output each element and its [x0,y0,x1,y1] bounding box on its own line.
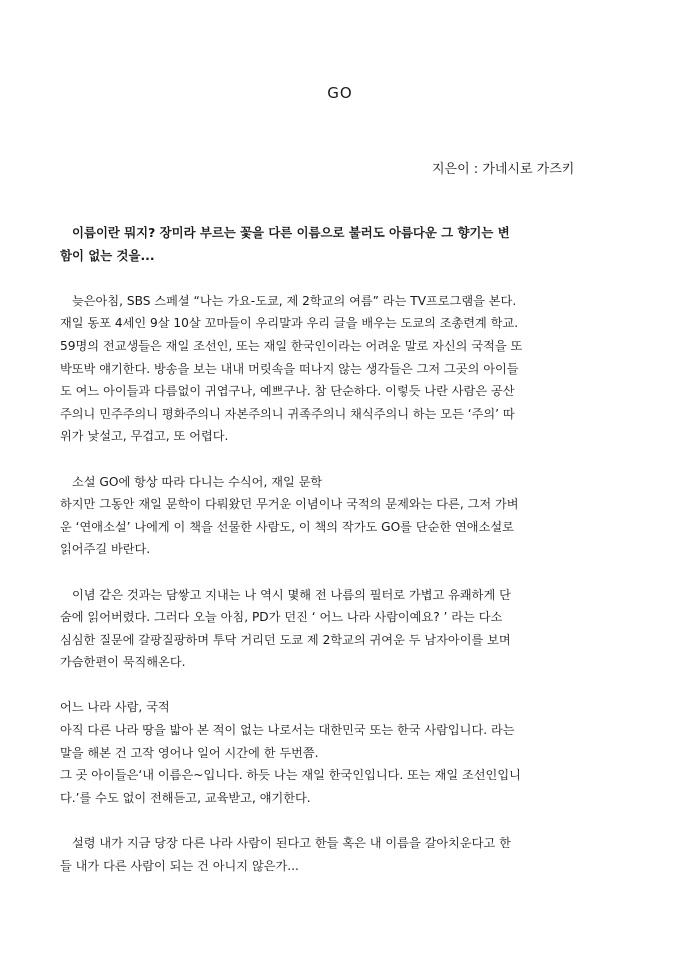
text-line: 늦은아침, SBS 스페셜 “나는 가요-도쿄, 제 2학교의 여름” 라는 TV프로그램을 본다. [72,293,517,308]
text-line: 함이 없는 것을... [60,247,155,263]
text-line: 주의니 민주주의니 평화주의니 자본주의니 귀족주의니 채식주의니 하는 모든 ‘주의’ 따 [60,406,515,421]
text-line: 위가 낯설고, 무겁고, 또 어렵다. [60,429,229,444]
text-line: 숨에 읽어버렸다. 그러다 오늘 아침, PD가 던진 ‘ 어느 나라 사람이예요? ’ 라는 다소 [60,610,503,625]
text-line: 심심한 질문에 갈팡질팡하며 투닥 거리던 도쿄 제 2학교의 귀여운 두 남자아이를 보며 [60,632,511,647]
epigraph-paragraph [60,222,622,267]
body-paragraph [60,584,622,674]
text-line: 59명의 전교생들은 재일 조선인, 또는 재일 한국인이라는 어려운 말로 자신의 국적을 또 [60,338,523,353]
text-line: 읽어주길 바란다. [60,542,151,557]
text-line: 어느 나라 사람, 국적 [60,700,170,715]
body-paragraph [60,832,622,877]
text-line: 박또박 얘기한다. 방송을 보는 내내 머릿속을 떠나지 않는 생각들은 그저 그곳의 아이들 [60,361,519,376]
text-line: 설령 내가 지금 당장 다른 나라 사람이 된다고 한들 혹은 내 이름을 갈아치운다고 한 [72,836,511,851]
text-line: 그 곳 아이들은‘내 이름은~입니다. 하듯 나는 재일 한국인입니다. 또는 재일 조선인입니 [60,768,521,783]
text-line: 하지만 그동안 재일 문학이 다뤄왔던 무거운 이념이나 국적의 문제와는 다른, 그저 가벼 [60,497,519,512]
text-line: 이름이란 뭐지? 장미라 부르는 꽃을 다른 이름으로 불러도 아름다운 그 향기는 변 [72,225,510,240]
author-line: 지은이 : 가네시로 가즈키 [432,162,575,177]
text-line: 소설 GO에 항상 따라 다니는 수식어, 재일 문학 [72,474,323,489]
text-line: 도 여느 아이들과 다름없이 귀엽구나, 예쁘구나. 참 단순하다. 이렇듯 나란 사람은 공산 [60,384,515,399]
text-line: 아직 다른 나라 땅을 밟아 본 적이 없는 나로서는 대한민국 또는 한국 사람입니다. 라는 [60,723,515,738]
document-body [60,222,622,900]
body-paragraph [60,471,622,561]
text-line: 재일 동포 4세인 9살 10살 꼬마들이 우리말과 우리 글을 배우는 도쿄의 조총련계 학교. [60,316,519,331]
text-line: 이념 같은 것과는 담쌓고 지내는 나 역시 몇해 전 나름의 필터로 가볍고 유쾌하게 단 [72,587,511,602]
text-line: 다.’를 수도 없이 전해듣고, 교육받고, 얘기한다. [60,790,311,805]
text-line: 들 내가 다른 사람이 되는 건 아니지 않은가... [60,858,299,873]
body-paragraph [60,290,622,448]
text-line: 가슴한편이 묵직해온다. [60,655,186,670]
text-line: 운 ‘연애소설’ 나에게 이 책을 선물한 사람도, 이 책의 작가도 GO를 단순한 연애소설로 [60,519,514,534]
text-line: 말을 해본 건 고작 영어나 일어 시간에 한 두번쯤. [60,745,319,760]
body-paragraph [60,696,622,809]
document-title: GO [327,84,353,102]
